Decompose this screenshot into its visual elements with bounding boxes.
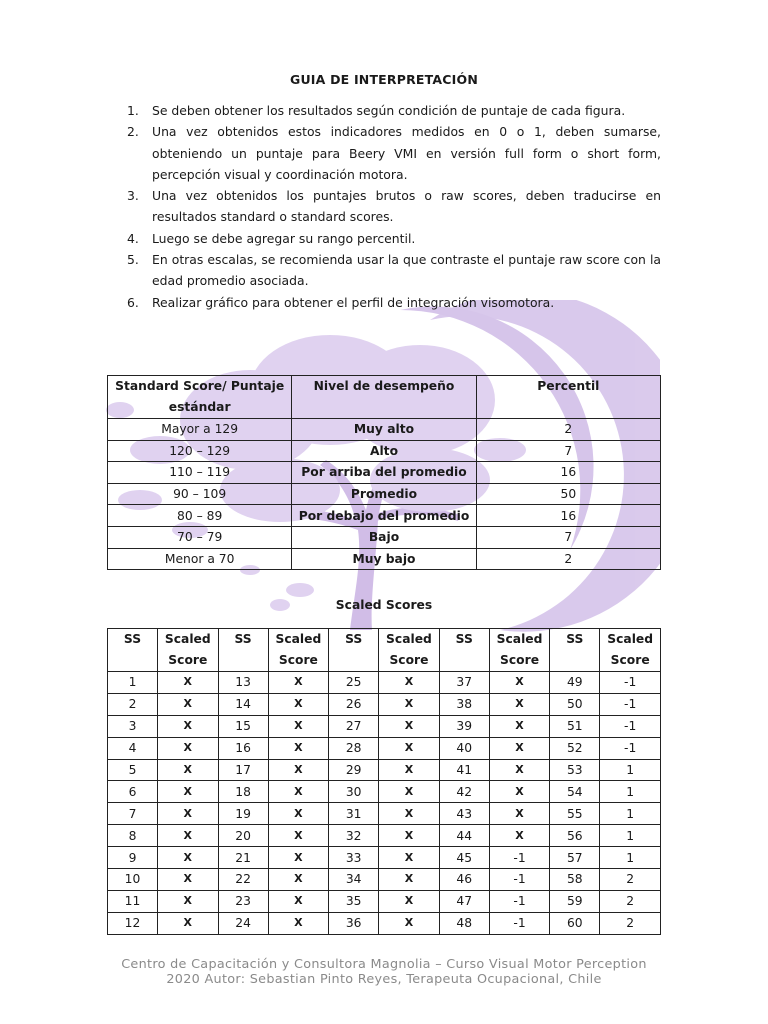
- table-cell: 43: [439, 803, 489, 825]
- table-cell: 55: [550, 803, 600, 825]
- table-row: [108, 672, 661, 694]
- table-cell: X: [158, 759, 219, 781]
- table-cell: Muy alto: [292, 419, 476, 441]
- table-row: [108, 715, 661, 737]
- table-cell: -1: [600, 693, 661, 715]
- table-cell: X: [268, 781, 329, 803]
- table-cell: 1: [600, 803, 661, 825]
- table-cell: X: [158, 781, 219, 803]
- table-cell: 7: [476, 526, 660, 548]
- table-cell: 27: [329, 715, 379, 737]
- table-cell: 2: [600, 912, 661, 934]
- table-cell: Promedio: [292, 483, 476, 505]
- scaled-table-body: [108, 672, 661, 935]
- table-cell: 39: [439, 715, 489, 737]
- step-number: 3.: [127, 188, 139, 204]
- table-cell: 1: [600, 759, 661, 781]
- table-cell: 11: [108, 890, 158, 912]
- table-cell: 4: [108, 737, 158, 759]
- table-cell: -1: [600, 737, 661, 759]
- table-cell: Por arriba del promedio: [292, 462, 476, 484]
- table-row: [108, 912, 661, 934]
- table-cell: 80 – 89: [108, 505, 292, 527]
- table-cell: X: [379, 759, 440, 781]
- table-row: [108, 890, 661, 912]
- column-header: Scaled Score: [489, 629, 550, 672]
- table-cell: 42: [439, 781, 489, 803]
- list-item: [125, 228, 661, 249]
- table-cell: Menor a 70: [108, 548, 292, 570]
- table-cell: X: [158, 890, 219, 912]
- table-cell: X: [379, 803, 440, 825]
- table-cell: X: [379, 737, 440, 759]
- table-cell: 50: [476, 483, 660, 505]
- table-cell: 59: [550, 890, 600, 912]
- table-row: [108, 548, 661, 570]
- table-cell: 60: [550, 912, 600, 934]
- table-cell: 10: [108, 869, 158, 891]
- table-row: [108, 693, 661, 715]
- list-item: [125, 100, 661, 121]
- column-header: Standard Score/ Puntaje estándar: [108, 376, 292, 419]
- table-cell: 17: [218, 759, 268, 781]
- table-cell: 1: [600, 847, 661, 869]
- table-cell: 44: [439, 825, 489, 847]
- table-cell: 1: [600, 781, 661, 803]
- step-text: En otras escalas, se recomienda usar la que contraste el puntaje raw score con la edad promedio asociada.: [152, 252, 661, 289]
- column-header: SS: [218, 629, 268, 672]
- table-row: [108, 737, 661, 759]
- table-cell: 13: [218, 672, 268, 694]
- table-cell: 47: [439, 890, 489, 912]
- table-cell: 28: [329, 737, 379, 759]
- standard-score-table: [107, 375, 661, 570]
- table-row: [108, 869, 661, 891]
- table-cell: 51: [550, 715, 600, 737]
- table-cell: Mayor a 129: [108, 419, 292, 441]
- step-text: Una vez obtenidos los puntajes brutos o raw scores, deben traducirse en resultados standard o standard scores.: [152, 188, 661, 225]
- table-cell: 110 – 119: [108, 462, 292, 484]
- table-cell: 2: [600, 869, 661, 891]
- table-cell: 50: [550, 693, 600, 715]
- list-item: [125, 249, 661, 292]
- table-cell: 34: [329, 869, 379, 891]
- step-number: 6.: [127, 294, 139, 310]
- column-header: SS: [439, 629, 489, 672]
- step-text: Realizar gráfico para obtener el perfil de integración visomotora.: [152, 294, 555, 310]
- column-header: SS: [108, 629, 158, 672]
- table-cell: 2: [476, 548, 660, 570]
- table-cell: -1: [489, 912, 550, 934]
- table-cell: 9: [108, 847, 158, 869]
- table-cell: X: [379, 912, 440, 934]
- table-cell: 2: [476, 419, 660, 441]
- table-cell: 37: [439, 672, 489, 694]
- table-cell: 120 – 129: [108, 440, 292, 462]
- table-cell: X: [379, 869, 440, 891]
- guide-list: [125, 100, 661, 313]
- table-cell: X: [268, 759, 329, 781]
- table-cell: X: [379, 781, 440, 803]
- table-cell: 36: [329, 912, 379, 934]
- column-header: Nivel de desempeño: [292, 376, 476, 419]
- table-cell: X: [158, 869, 219, 891]
- table-cell: X: [489, 803, 550, 825]
- table-cell: X: [158, 847, 219, 869]
- table-cell: 53: [550, 759, 600, 781]
- step-number: 1.: [127, 103, 139, 118]
- table-cell: 16: [476, 462, 660, 484]
- table-cell: 2: [600, 890, 661, 912]
- table-cell: X: [158, 693, 219, 715]
- table-cell: Bajo: [292, 526, 476, 548]
- table-cell: X: [268, 825, 329, 847]
- table-cell: X: [379, 847, 440, 869]
- table-cell: 16: [476, 505, 660, 527]
- column-header: Scaled Score: [600, 629, 661, 672]
- table-cell: X: [158, 672, 219, 694]
- table-row: [108, 505, 661, 527]
- table-cell: X: [158, 715, 219, 737]
- table-cell: 70 – 79: [108, 526, 292, 548]
- table-cell: 19: [218, 803, 268, 825]
- scaled-score-table: [107, 628, 661, 935]
- table-row: [108, 847, 661, 869]
- page-title: GUIA DE INTERPRETACIÓN: [289, 72, 479, 87]
- column-header: Scaled Score: [379, 629, 440, 672]
- column-header: SS: [329, 629, 379, 672]
- step-text: Se deben obtener los resultados según condición de puntaje de cada figura.: [152, 103, 626, 118]
- table-cell: X: [158, 912, 219, 934]
- table-row: [108, 483, 661, 505]
- table-cell: X: [268, 672, 329, 694]
- table-cell: 54: [550, 781, 600, 803]
- table-cell: 18: [218, 781, 268, 803]
- table-cell: 15: [218, 715, 268, 737]
- table-cell: 38: [439, 693, 489, 715]
- table-cell: 52: [550, 737, 600, 759]
- table-cell: 26: [329, 693, 379, 715]
- table-cell: 1: [600, 825, 661, 847]
- table-cell: X: [489, 825, 550, 847]
- step-text: Una vez obtenidos estos indicadores medidos en 0 o 1, deben sumarse, obteniendo un puntaje para Beery VMI en versión full form o short form, percepción visual y coordinación motora.: [152, 124, 661, 182]
- table-cell: 7: [108, 803, 158, 825]
- table-cell: X: [489, 737, 550, 759]
- table-cell: X: [379, 715, 440, 737]
- step-number: 4.: [127, 230, 139, 246]
- table-cell: -1: [489, 847, 550, 869]
- table-row: [108, 462, 661, 484]
- table-cell: 14: [218, 693, 268, 715]
- column-header: Scaled Score: [268, 629, 329, 672]
- table-cell: X: [489, 781, 550, 803]
- table-cell: 57: [550, 847, 600, 869]
- table-cell: 45: [439, 847, 489, 869]
- table-cell: X: [158, 737, 219, 759]
- table-cell: 21: [218, 847, 268, 869]
- table-cell: Alto: [292, 440, 476, 462]
- scaled-scores-title: Scaled Scores: [335, 598, 433, 612]
- step-number: 2.: [127, 124, 139, 140]
- table-cell: X: [268, 869, 329, 891]
- table-cell: 20: [218, 825, 268, 847]
- table-cell: X: [268, 912, 329, 934]
- table-cell: 32: [329, 825, 379, 847]
- table-cell: Muy bajo: [292, 548, 476, 570]
- table-cell: 48: [439, 912, 489, 934]
- table-cell: 30: [329, 781, 379, 803]
- step-number: 5.: [127, 252, 139, 268]
- table-cell: -1: [600, 672, 661, 694]
- table-row: [108, 419, 661, 441]
- table-row: [108, 526, 661, 548]
- table-row: [108, 803, 661, 825]
- footer: [0, 957, 768, 987]
- table-cell: X: [489, 715, 550, 737]
- table-cell: 5: [108, 759, 158, 781]
- column-header: Percentil: [476, 376, 660, 419]
- list-item: [125, 121, 661, 185]
- table-cell: X: [379, 825, 440, 847]
- column-header: SS: [550, 629, 600, 672]
- footer-line: 2020 Autor: Sebastian Pinto Reyes, Terapeuta Ocupacional, Chile: [166, 972, 602, 987]
- table-cell: 25: [329, 672, 379, 694]
- table-row: [108, 781, 661, 803]
- column-header: Scaled Score: [158, 629, 219, 672]
- table-cell: 31: [329, 803, 379, 825]
- table-cell: X: [489, 672, 550, 694]
- table-cell: X: [379, 890, 440, 912]
- table-cell: 22: [218, 869, 268, 891]
- table-cell: X: [489, 759, 550, 781]
- table-cell: -1: [600, 715, 661, 737]
- table-cell: X: [268, 737, 329, 759]
- table-cell: 46: [439, 869, 489, 891]
- table-cell: 56: [550, 825, 600, 847]
- table-row: [108, 440, 661, 462]
- table-cell: 58: [550, 869, 600, 891]
- table-cell: 23: [218, 890, 268, 912]
- table-cell: 24: [218, 912, 268, 934]
- table-cell: X: [379, 672, 440, 694]
- table-cell: 16: [218, 737, 268, 759]
- table-cell: 41: [439, 759, 489, 781]
- table-cell: -1: [489, 869, 550, 891]
- footer-line: Centro de Capacitación y Consultora Magnolia – Curso Visual Motor Perception: [121, 957, 647, 972]
- table-row: [108, 825, 661, 847]
- table-cell: 2: [108, 693, 158, 715]
- table-cell: 3: [108, 715, 158, 737]
- table-cell: X: [489, 693, 550, 715]
- table-cell: 29: [329, 759, 379, 781]
- table-cell: 40: [439, 737, 489, 759]
- table-cell: 8: [108, 825, 158, 847]
- table-cell: X: [379, 693, 440, 715]
- table-cell: X: [268, 847, 329, 869]
- table-cell: -1: [489, 890, 550, 912]
- table-cell: X: [158, 825, 219, 847]
- step-text: Luego se debe agregar su rango percentil.: [152, 230, 416, 246]
- table-cell: 90 – 109: [108, 483, 292, 505]
- table-cell: 49: [550, 672, 600, 694]
- table-header-row: [108, 376, 661, 419]
- table-cell: 6: [108, 781, 158, 803]
- list-item: [125, 185, 661, 228]
- table-cell: 12: [108, 912, 158, 934]
- table-cell: 33: [329, 847, 379, 869]
- table-cell: X: [268, 693, 329, 715]
- table-cell: X: [158, 803, 219, 825]
- table-cell: X: [268, 715, 329, 737]
- table-cell: X: [268, 803, 329, 825]
- table-cell: 35: [329, 890, 379, 912]
- table-cell: X: [268, 890, 329, 912]
- list-item: [125, 292, 661, 313]
- table-cell: 1: [108, 672, 158, 694]
- table-header-row: [108, 629, 661, 672]
- table-cell: Por debajo del promedio: [292, 505, 476, 527]
- table-cell: 7: [476, 440, 660, 462]
- table-row: [108, 759, 661, 781]
